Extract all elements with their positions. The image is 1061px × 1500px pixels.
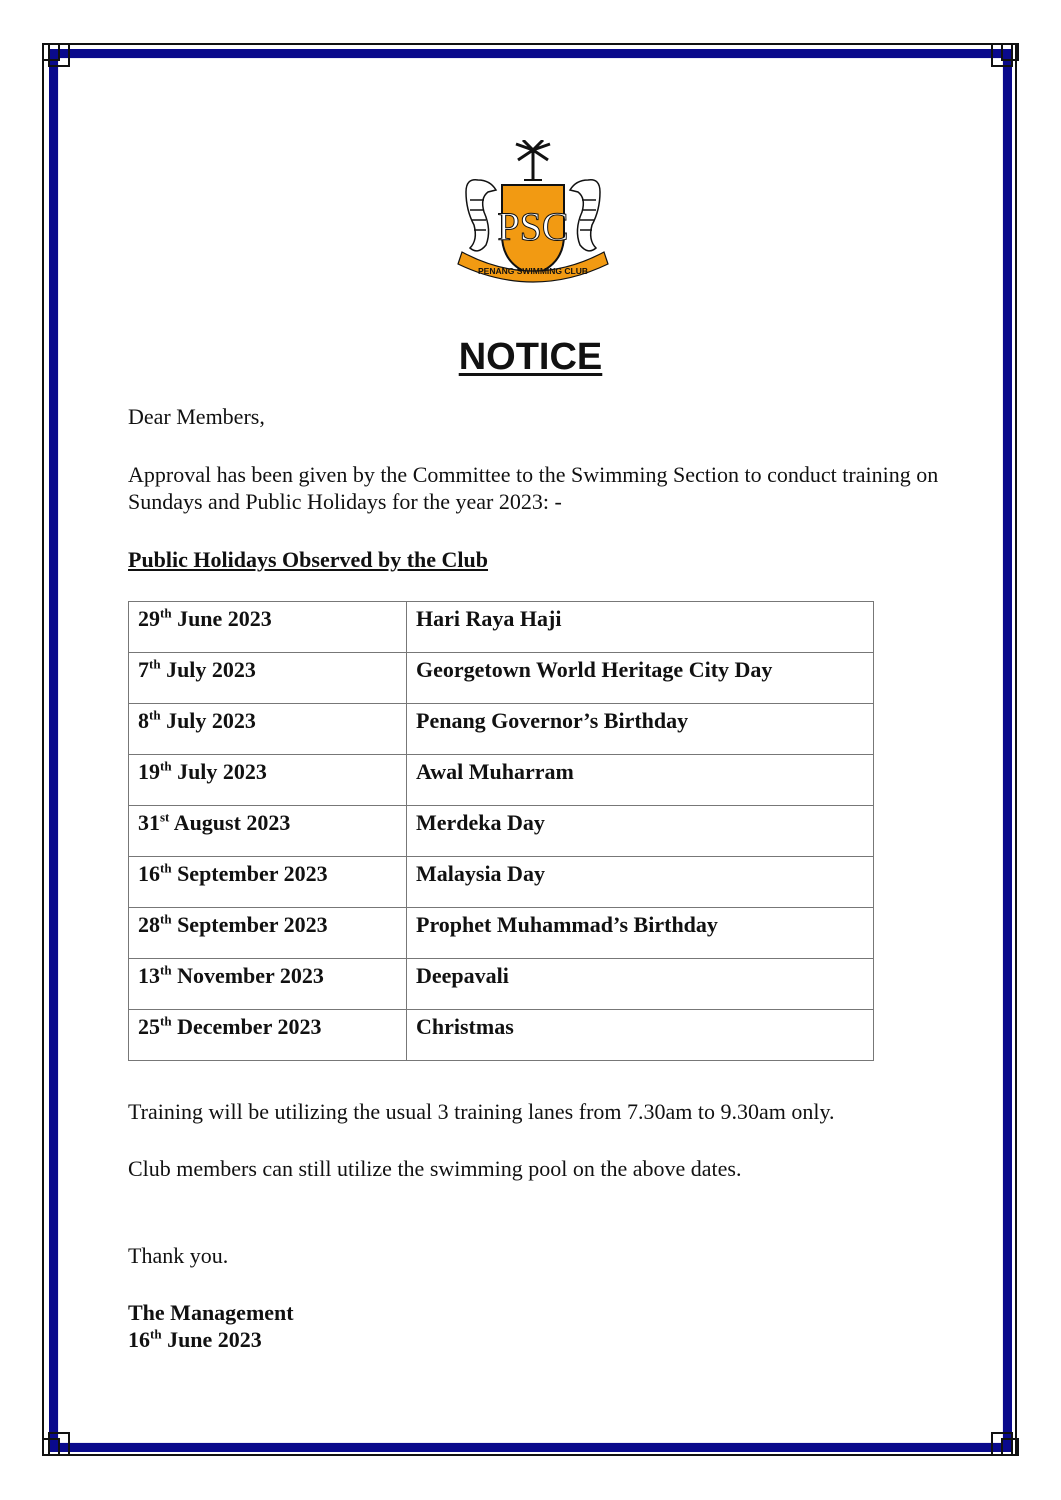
date-suffix: th	[160, 1013, 172, 1029]
table-row	[129, 908, 874, 959]
date-day: 29	[138, 606, 160, 631]
palm-tree-icon	[516, 140, 550, 180]
holiday-date	[129, 1010, 407, 1061]
date-day: 19	[138, 759, 160, 784]
date-suffix: th	[160, 860, 172, 876]
date-day: 25	[138, 1014, 160, 1039]
holiday-name: Hari Raya Haji	[407, 602, 874, 653]
date-rest: July 2023	[166, 708, 256, 733]
date-rest: November 2023	[177, 963, 324, 988]
holiday-date	[129, 806, 407, 857]
holiday-name: Awal Muharram	[407, 755, 874, 806]
corner-ornament-top-left-2	[48, 43, 70, 67]
date-suffix: th	[149, 707, 161, 723]
date-rest: August 2023	[173, 810, 291, 835]
table-row	[129, 653, 874, 704]
table-heading: Public Holidays Observed by the Club	[128, 547, 489, 572]
logo-initials: PSC	[497, 204, 569, 249]
holiday-name: Merdeka Day	[407, 806, 874, 857]
holiday-name: Penang Governor’s Birthday	[407, 704, 874, 755]
holiday-date	[129, 653, 407, 704]
holiday-name: Georgetown World Heritage City Day	[407, 653, 874, 704]
training-note: Training will be utilizing the usual 3 training lanes from 7.30am to 9.30am only.	[128, 1099, 835, 1124]
corner-ornament-bottom-left-2	[48, 1432, 70, 1456]
holiday-date	[129, 857, 407, 908]
holiday-date	[129, 602, 407, 653]
seahorse-right-icon	[570, 180, 600, 251]
club-logo	[448, 140, 618, 290]
table-row	[129, 704, 874, 755]
date-rest: July 2023	[166, 657, 256, 682]
holiday-name: Malaysia Day	[407, 857, 874, 908]
members-note: Club members can still utilize the swimming pool on the above dates.	[128, 1156, 742, 1181]
date-suffix: th	[160, 962, 172, 978]
date-rest: September 2023	[177, 861, 328, 886]
corner-ornament-top-right-2	[991, 43, 1013, 67]
date-suffix: th	[160, 911, 172, 927]
notice-title: NOTICE	[458, 336, 603, 378]
salutation: Dear Members,	[128, 404, 265, 429]
date-suffix: st	[160, 809, 170, 825]
holiday-name: Deepavali	[407, 959, 874, 1010]
ribbon-text: PENANG SWIMMING CLUB	[477, 266, 589, 276]
date-rest: July 2023	[177, 759, 267, 784]
date-day: 31	[138, 810, 160, 835]
holiday-table	[128, 601, 874, 1061]
holiday-name: Christmas	[407, 1010, 874, 1061]
holiday-date	[129, 959, 407, 1010]
table-row	[129, 857, 874, 908]
date-day: 28	[138, 912, 160, 937]
intro-paragraph: Approval has been given by the Committee to the Swimming Section to conduct training on Sundays and Public Holidays for the year 2023: -	[128, 462, 939, 514]
holiday-date	[129, 704, 407, 755]
signature-date-day: 16	[128, 1327, 150, 1352]
holiday-name: Prophet Muhammad’s Birthday	[407, 908, 874, 959]
date-day: 8	[138, 708, 149, 733]
seahorse-left-icon	[466, 180, 496, 251]
table-row	[129, 755, 874, 806]
table-row	[129, 806, 874, 857]
date-day: 7	[138, 657, 149, 682]
table-row	[129, 1010, 874, 1061]
date-day: 16	[138, 861, 160, 886]
corner-ornament-bottom-right-2	[991, 1432, 1013, 1456]
holiday-date	[129, 908, 407, 959]
date-suffix: th	[160, 758, 172, 774]
table-row	[129, 959, 874, 1010]
signature-date-suffix: th	[150, 1326, 162, 1342]
closing-text: Thank you.	[128, 1243, 229, 1268]
table-row	[129, 602, 874, 653]
date-day: 13	[138, 963, 160, 988]
holiday-date	[129, 755, 407, 806]
signature-date	[128, 1326, 262, 1353]
date-rest: September 2023	[177, 912, 328, 937]
date-rest: June 2023	[177, 606, 272, 631]
date-suffix: th	[149, 656, 161, 672]
date-suffix: th	[160, 605, 172, 621]
signature-from: The Management	[128, 1300, 294, 1325]
date-rest: December 2023	[177, 1014, 322, 1039]
signature-date-rest: June 2023	[167, 1327, 262, 1352]
